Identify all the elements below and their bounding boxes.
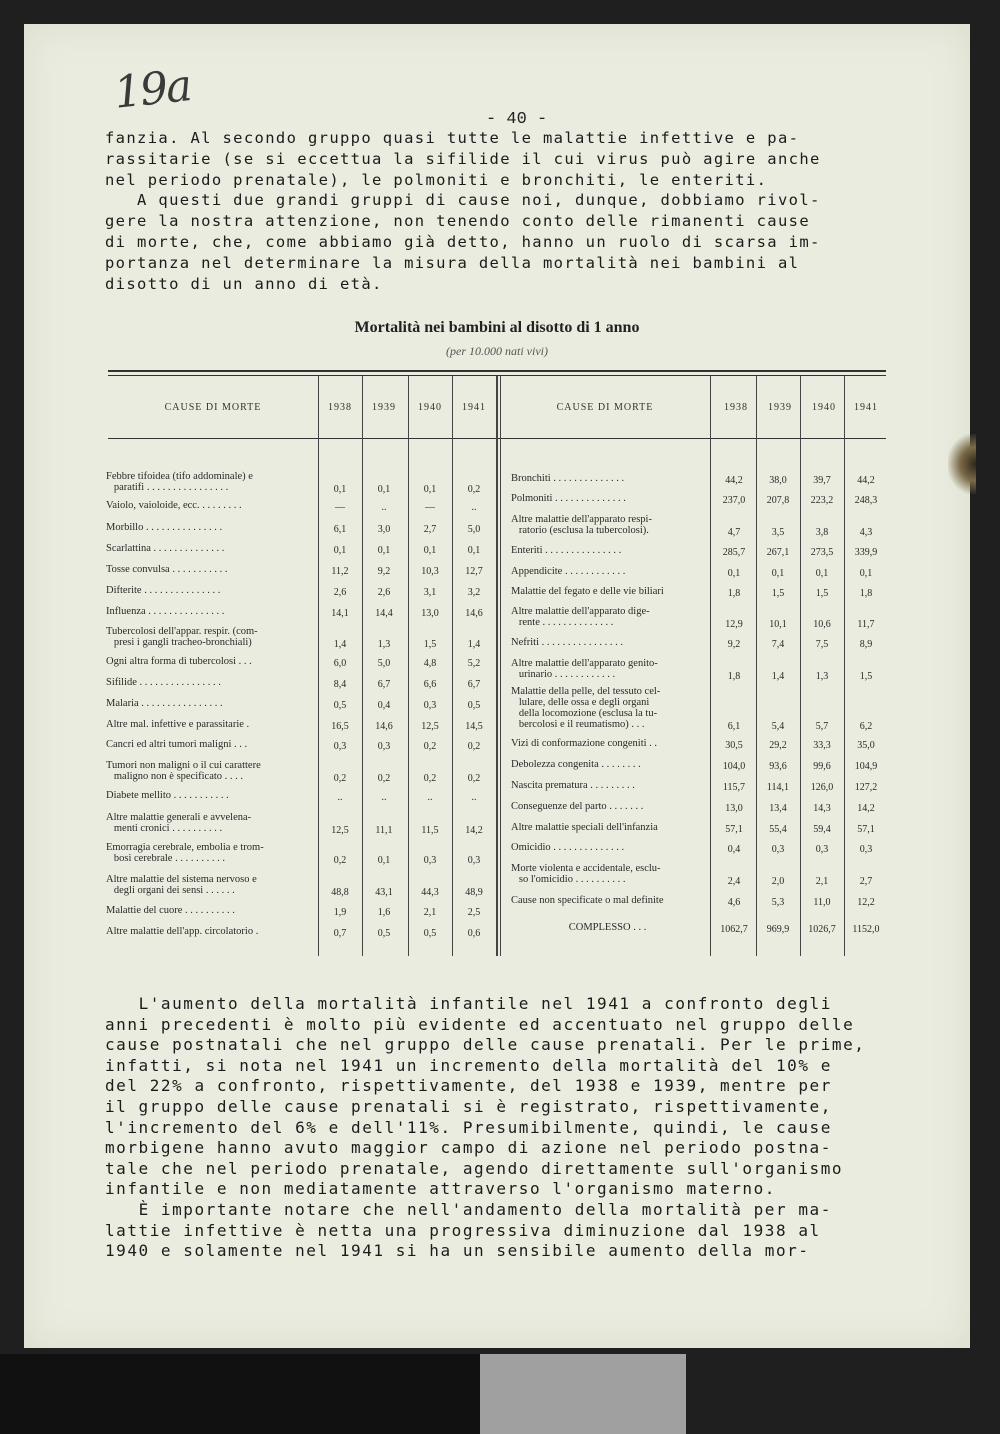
table-value: 0,1 xyxy=(377,855,391,866)
table-value: 8,9 xyxy=(859,639,873,650)
cause-label: Polmoniti . . . . . . . . . . . . . . xyxy=(511,493,626,504)
cause-label: Morte violenta e accidentale, esclu- so l'omicidio . . . . . . . . . . xyxy=(511,863,661,885)
table-value: 39,7 xyxy=(813,475,831,486)
table-value: 11,0 xyxy=(813,897,831,908)
cause-label: Altre mal. infettive e parassitarie . xyxy=(106,719,250,730)
cause-label: Nascita prematura . . . . . . . . . xyxy=(511,780,635,791)
table-value: 3,2 xyxy=(467,587,481,598)
table-value: 14,2 xyxy=(465,825,483,836)
cause-label: Scarlattina . . . . . . . . . . . . . . xyxy=(106,543,225,554)
table-value: 10,6 xyxy=(813,619,831,630)
table-value: 0,1 xyxy=(815,568,829,579)
table-value: 1,6 xyxy=(377,907,391,918)
table-value: 0,3 xyxy=(815,844,829,855)
header-cause-right: CAUSE DI MORTE xyxy=(556,402,654,413)
table-value: 6,2 xyxy=(859,721,873,732)
table-value: 2,7 xyxy=(423,524,437,535)
cause-label: Bronchiti . . . . . . . . . . . . . . xyxy=(511,473,625,484)
cause-label: Altre malattie dell'app. circolatorio . xyxy=(106,926,259,937)
table-value: 3,1 xyxy=(423,587,437,598)
cause-label: Febbre tifoidea (tifo addominale) e paratifi . . . . . . . . . . . . . . . . xyxy=(106,471,253,493)
table-value: 14,1 xyxy=(331,608,349,619)
table-value: 237,0 xyxy=(722,495,746,506)
table-value: — xyxy=(425,502,435,513)
table-value: 0,5 xyxy=(423,928,437,939)
table-value: 4,8 xyxy=(423,658,437,669)
table-value: 6,1 xyxy=(727,721,741,732)
table-value: 0,1 xyxy=(377,545,391,556)
cause-label: Emorragia cerebrale, embolia e trom- bosi cerebrale . . . . . . . . . . xyxy=(106,842,264,864)
table-value: 55,4 xyxy=(769,824,787,835)
table-value: 38,0 xyxy=(769,475,787,486)
table-value: 9,2 xyxy=(727,639,741,650)
cause-label: Influenza . . . . . . . . . . . . . . . xyxy=(106,606,225,617)
table-value: 2,4 xyxy=(727,876,741,887)
table-value: 0,1 xyxy=(333,545,347,556)
document-page xyxy=(24,24,970,1348)
table-value: 13,0 xyxy=(725,803,743,814)
table-value: 8,4 xyxy=(333,679,347,690)
table-value: 14,6 xyxy=(465,608,483,619)
cause-label: Cause non specificate o mal definite xyxy=(511,895,664,906)
cause-label: Altre malattie dell'apparato dige- rente . . . . . . . . . . . . . . xyxy=(511,606,650,628)
table-value: 1,4 xyxy=(333,639,347,650)
scan-border xyxy=(0,1354,480,1434)
table-value: 6,1 xyxy=(333,524,347,535)
table-value: 0,2 xyxy=(377,773,391,784)
header-year: 1940 xyxy=(418,402,442,413)
cause-label: Malattie della pelle, del tessuto cel- lulare, delle ossa e degli organi della locomozione (esclusa la tu- bercolosi e il reumatismo) . . . xyxy=(511,686,661,730)
cause-label: Appendicite . . . . . . . . . . . . xyxy=(511,566,626,577)
table-value: 11,5 xyxy=(421,825,439,836)
cause-label: Vaiolo, vaioloide, ecc. . . . . . . . . xyxy=(106,500,242,511)
table-value: 0,3 xyxy=(377,741,391,752)
paragraph-analysis: L'aumento della mortalità infantile nel 1941 a confronto degli anni precedenti è molto più evidente ed accentuato nel gruppo delle cause postnatali che nel gruppo delle cause prenatali. Per le prime, infatti, si nota nel 1941 un incremento della mortalità del 10% e del 22% a confronto, rispettivamente, del 1938 e 1939, mentre per il gruppo delle cause prenatali si è registrato, rispettivamente, l'incremento del 6% e dell'11%. Presumibilmente, quindi, le cause morbigene hanno avuto maggior campo di azione nel periodo postna- tale che nel periodo prenatale, agendo direttamente sull'organismo infantile e non mediatamente attraverso l'organismo materno. È importante notare che nell'andamento della mortalità per ma- lattie infettive è netta una progressiva diminuzione dal 1938 al 1940 e solamente nel 1941 si ha un sensibile aumento della mor- xyxy=(105,994,866,1261)
column-divider xyxy=(800,376,801,956)
cause-label: Altre malattie dell'apparato genito- urinario . . . . . . . . . . . . xyxy=(511,658,658,680)
table-value: 1,8 xyxy=(727,588,741,599)
table-value: 13,0 xyxy=(421,608,439,619)
table-value: 6,7 xyxy=(467,679,481,690)
table-value: .. xyxy=(381,792,387,803)
table-value: 6,7 xyxy=(377,679,391,690)
table-value: 2,7 xyxy=(859,876,873,887)
handwritten-annotation: 19a xyxy=(111,60,193,119)
cause-label: Malattie del cuore . . . . . . . . . . xyxy=(106,905,235,916)
table-value: 12,9 xyxy=(725,619,743,630)
cause-label: Nefriti . . . . . . . . . . . . . . . . xyxy=(511,637,623,648)
table-value: 57,1 xyxy=(725,824,743,835)
table-value: 1026,7 xyxy=(808,924,836,935)
table-value: 59,4 xyxy=(813,824,831,835)
table-value: 0,1 xyxy=(333,484,347,495)
table-value: 2,0 xyxy=(771,876,785,887)
table-value: 0,1 xyxy=(377,484,391,495)
table-value: 1,5 xyxy=(771,588,785,599)
cause-label: Conseguenze del parto . . . . . . . xyxy=(511,801,644,812)
table-value: 4,6 xyxy=(727,897,741,908)
page-stain xyxy=(948,434,976,494)
cause-label: Debolezza congenita . . . . . . . . xyxy=(511,759,641,770)
table-value: 0,2 xyxy=(333,773,347,784)
table-value: 267,1 xyxy=(766,547,790,558)
cause-label: Malaria . . . . . . . . . . . . . . . . xyxy=(106,698,223,709)
header-year: 1938 xyxy=(724,402,748,413)
table-value: .. xyxy=(471,792,477,803)
table-value: 14,5 xyxy=(465,721,483,732)
cause-label: Tubercolosi dell'appar. respir. (com- presi i gangli tracheo-bronchiali) xyxy=(106,626,258,648)
table-value: 1152,0 xyxy=(852,924,880,935)
table-value: 44,2 xyxy=(857,475,875,486)
table-value: 6,6 xyxy=(423,679,437,690)
table-subtitle: (per 10.000 nati vivi) xyxy=(446,344,548,358)
table-value: 0,2 xyxy=(423,741,437,752)
table-value: 0,1 xyxy=(423,484,437,495)
table-value: 0,2 xyxy=(423,773,437,784)
cause-label: Diabete mellito . . . . . . . . . . . xyxy=(106,790,229,801)
table-value: 5,3 xyxy=(771,897,785,908)
header-cause-left: CAUSE DI MORTE xyxy=(164,402,262,413)
table-value: 12,5 xyxy=(331,825,349,836)
cause-label: Ogni altra forma di tubercolosi . . . xyxy=(106,656,252,667)
table-value: .. xyxy=(381,502,387,513)
table-value: 44,3 xyxy=(421,887,439,898)
table-value: 0,3 xyxy=(859,844,873,855)
table-value: 13,4 xyxy=(769,803,787,814)
table-value: 207,8 xyxy=(766,495,790,506)
cause-label: Difterite . . . . . . . . . . . . . . . xyxy=(106,585,221,596)
table-value: 0,4 xyxy=(377,700,391,711)
table-value: 5,7 xyxy=(815,721,829,732)
table-value: 339,9 xyxy=(854,547,878,558)
table-value: 104,0 xyxy=(722,761,746,772)
table-value: 104,9 xyxy=(854,761,878,772)
table-value: 115,7 xyxy=(722,782,746,793)
cause-label: Enteriti . . . . . . . . . . . . . . . xyxy=(511,545,622,556)
header-year: 1938 xyxy=(328,402,352,413)
cause-label: Altre malattie generali e avvelena- menti cronici . . . . . . . . . . xyxy=(106,812,252,834)
table-value: 0,2 xyxy=(467,741,481,752)
table-value: 0,3 xyxy=(467,855,481,866)
table-value: 0,1 xyxy=(467,545,481,556)
table-value: 44,2 xyxy=(725,475,743,486)
table-value: 14,6 xyxy=(375,721,393,732)
table-value: 223,2 xyxy=(810,495,834,506)
table-value: 6,0 xyxy=(333,658,347,669)
table-value: 30,5 xyxy=(725,740,743,751)
table-value: 5,4 xyxy=(771,721,785,732)
table-value: 0,3 xyxy=(333,741,347,752)
table-value: 5,0 xyxy=(467,524,481,535)
table-value: 57,1 xyxy=(857,824,875,835)
table-value: 7,4 xyxy=(771,639,785,650)
paragraph-intro: fanzia. Al secondo gruppo quasi tutte le malattie infettive e pa- rassitarie (se si eccettua la sifilide il cui virus può agire anche nel periodo prenatale), le polmoniti e bronchiti, le enteriti. A questi due grandi gruppi di cause noi, dunque, dobbiamo rivol- gere la nostra attenzione, non tenendo conto delle rimanenti cause di morte, che, come abbiamo già detto, hanno un ruolo di scarsa im- portanza nel determinare la misura della mortalità nei bambini al disotto di un anno di età. xyxy=(105,129,821,293)
table-value: 248,3 xyxy=(854,495,878,506)
table-value: 0,2 xyxy=(333,855,347,866)
column-divider xyxy=(844,376,845,956)
header-year: 1941 xyxy=(462,402,486,413)
table-value: 10,3 xyxy=(421,566,439,577)
table-value: .. xyxy=(471,502,477,513)
table-value: 0,3 xyxy=(423,855,437,866)
table-value: 9,2 xyxy=(377,566,391,577)
table-value: 12,5 xyxy=(421,721,439,732)
table-value: 12,2 xyxy=(857,897,875,908)
table-value: 1,5 xyxy=(815,588,829,599)
table-value: 1,3 xyxy=(815,671,829,682)
table-value: 0,4 xyxy=(727,844,741,855)
table-value: 1,8 xyxy=(727,671,741,682)
table-value: 1,5 xyxy=(859,671,873,682)
cause-label: Omicidio . . . . . . . . . . . . . . xyxy=(511,842,625,853)
table-value: 1,4 xyxy=(771,671,785,682)
table-value: 285,7 xyxy=(722,547,746,558)
table-value: 2,1 xyxy=(423,907,437,918)
column-divider xyxy=(756,376,757,956)
table-value: 126,0 xyxy=(810,782,834,793)
cause-label: Cancri ed altri tumori maligni . . . xyxy=(106,739,248,750)
cause-label: COMPLESSO . . . xyxy=(511,922,647,933)
table-value: 14,4 xyxy=(375,608,393,619)
table-value: 1,4 xyxy=(467,639,481,650)
table-value: 0,1 xyxy=(727,568,741,579)
table-top-rule xyxy=(108,370,886,372)
table-value: 29,2 xyxy=(769,740,787,751)
table-value: 4,3 xyxy=(859,527,873,538)
table-value: 48,9 xyxy=(465,887,483,898)
cause-label: Altre malattie dell'apparato respi- ratorio (esclusa la tubercolosi). xyxy=(511,514,652,536)
table-value: 2,6 xyxy=(333,587,347,598)
cause-label: Morbillo . . . . . . . . . . . . . . . xyxy=(106,522,223,533)
table-value: 0,2 xyxy=(467,484,481,495)
page-number: - 40 - xyxy=(486,110,548,129)
table-value: 12,7 xyxy=(465,566,483,577)
table-value: 35,0 xyxy=(857,740,875,751)
column-divider xyxy=(710,376,711,956)
table-value: 48,8 xyxy=(331,887,349,898)
table-value: 3,0 xyxy=(377,524,391,535)
table-value: 93,6 xyxy=(769,761,787,772)
table-value: 1,8 xyxy=(859,588,873,599)
cause-label: Altre malattie del sistema nervoso e degli organi dei sensi . . . . . . xyxy=(106,874,257,896)
cause-label: Vizi di conformazione congeniti . . xyxy=(511,738,658,749)
header-year: 1939 xyxy=(768,402,792,413)
cause-label: Tumori non maligni o il cui carattere maligno non è specificato . . . . xyxy=(106,760,261,782)
table-value: 2,6 xyxy=(377,587,391,598)
table-value: 114,1 xyxy=(766,782,790,793)
table-value: 127,2 xyxy=(854,782,878,793)
table-value: 0,5 xyxy=(333,700,347,711)
table-value: 16,5 xyxy=(331,721,349,732)
header-year: 1939 xyxy=(372,402,396,413)
header-year: 1940 xyxy=(812,402,836,413)
color-calibration-strip xyxy=(480,1354,686,1434)
table-value: 3,5 xyxy=(771,527,785,538)
column-divider xyxy=(496,376,498,956)
table-value: 0,1 xyxy=(423,545,437,556)
table-value: 14,3 xyxy=(813,803,831,814)
table-value: 969,9 xyxy=(766,924,790,935)
table-value: 0,3 xyxy=(771,844,785,855)
table-value: 10,1 xyxy=(769,619,787,630)
table-value: 1,3 xyxy=(377,639,391,650)
table-value: 0,3 xyxy=(423,700,437,711)
table-value: 4,7 xyxy=(727,527,741,538)
table-title: Mortalità nei bambini al disotto di 1 anno xyxy=(354,319,640,336)
cause-label: Sifilide . . . . . . . . . . . . . . . . xyxy=(106,677,221,688)
table-value: 273,5 xyxy=(810,547,834,558)
table-value: 0,5 xyxy=(377,928,391,939)
table-value: 11,1 xyxy=(375,825,393,836)
table-value: 14,2 xyxy=(857,803,875,814)
table-value: — xyxy=(335,502,345,513)
table-value: 99,6 xyxy=(813,761,831,772)
table-value: 2,1 xyxy=(815,876,829,887)
table-value: .. xyxy=(337,792,343,803)
cause-label: Altre malattie speciali dell'infanzia xyxy=(511,822,658,833)
table-value: 43,1 xyxy=(375,887,393,898)
table-value: 1062,7 xyxy=(720,924,748,935)
table-value: 7,5 xyxy=(815,639,829,650)
table-value: 0,5 xyxy=(467,700,481,711)
table-value: 0,7 xyxy=(333,928,347,939)
table-value: 0,1 xyxy=(859,568,873,579)
table-value: .. xyxy=(427,792,433,803)
cause-label: Malattie del fegato e delle vie biliari xyxy=(511,586,664,597)
column-divider xyxy=(500,376,501,956)
table-value: 0,2 xyxy=(467,773,481,784)
table-value: 2,5 xyxy=(467,907,481,918)
table-value: 33,3 xyxy=(813,740,831,751)
table-value: 5,0 xyxy=(377,658,391,669)
header-year: 1941 xyxy=(854,402,878,413)
table-value: 5,2 xyxy=(467,658,481,669)
table-value: 3,8 xyxy=(815,527,829,538)
table-value: 1,5 xyxy=(423,639,437,650)
table-value: 0,6 xyxy=(467,928,481,939)
table-value: 0,1 xyxy=(771,568,785,579)
table-value: 11,7 xyxy=(857,619,875,630)
table-value: 11,2 xyxy=(331,566,349,577)
cause-label: Tosse convulsa . . . . . . . . . . . xyxy=(106,564,228,575)
table-value: 1,9 xyxy=(333,907,347,918)
